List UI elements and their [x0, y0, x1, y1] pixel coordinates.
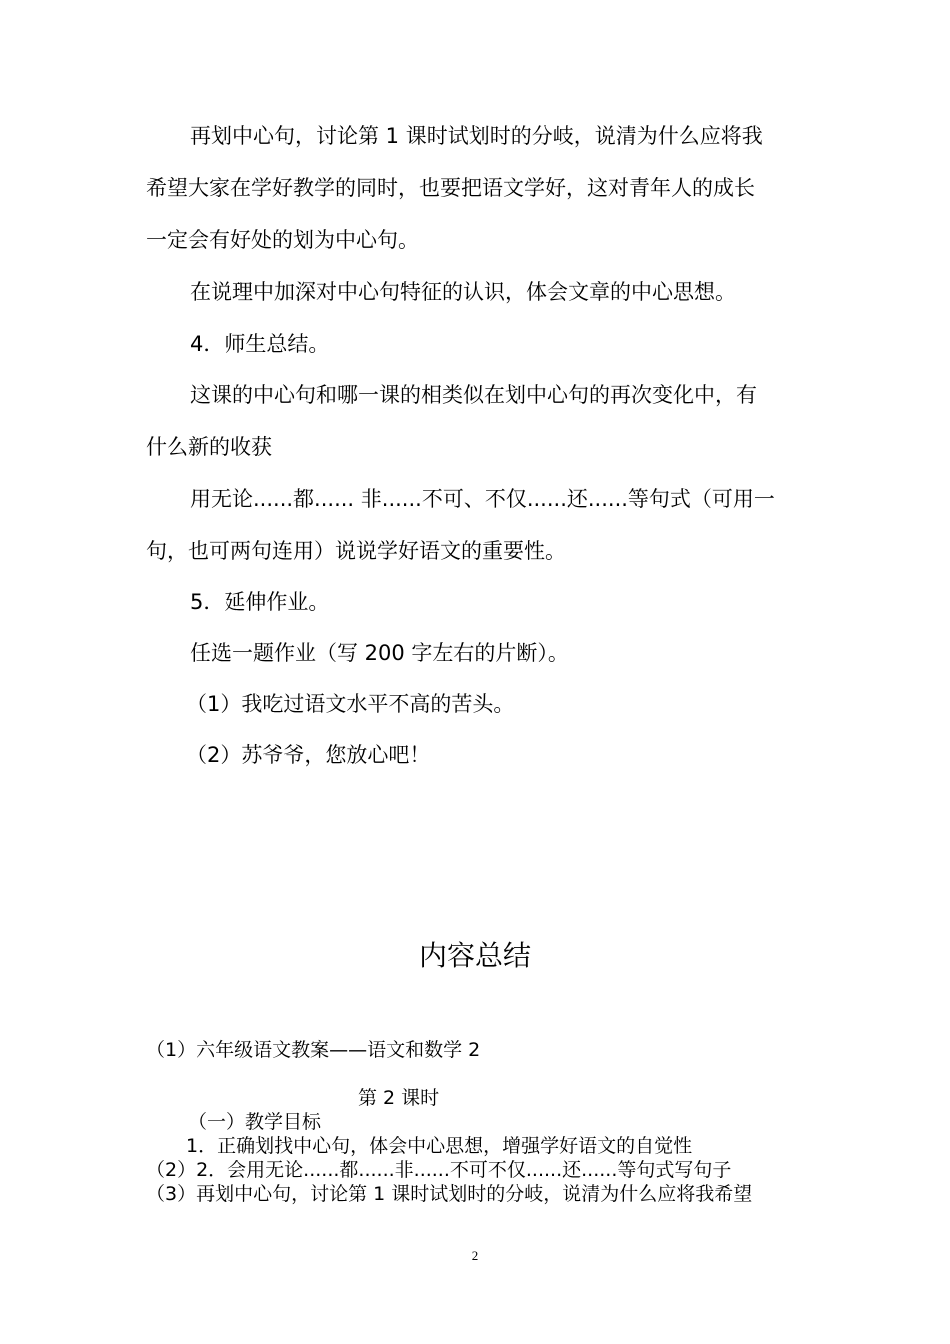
summary-line: （一）教学目标 — [188, 1111, 322, 1133]
paragraph-line: 什么新的收获 — [146, 435, 272, 459]
summary-line: （1）六年级语文教案——语文和数学 2 — [146, 1039, 481, 1061]
option-item: （1）我吃过语文水平不高的苦头。 — [186, 692, 515, 716]
summary-line: 1．正确划找中心句，体会中心思想，增强学好语文的自觉性 — [186, 1135, 693, 1157]
paragraph-line: 在说理中加深对中心句特征的认识，体会文章的中心思想。 — [190, 280, 736, 304]
step-heading: 5．延伸作业。 — [190, 590, 330, 614]
summary-line: 第 2 课时 — [358, 1087, 440, 1109]
paragraph-line: 用无论......都...... 非......不可、不仅......还......等句式（可用一 — [190, 487, 775, 511]
summary-line: （2）2．会用无论......都......非......不可不仅......还......等句式写句子 — [146, 1159, 732, 1181]
option-item: （2）苏爷爷，您放心吧！ — [186, 743, 431, 767]
summary-title: 内容总结 — [418, 939, 531, 972]
page-number: 2 — [471, 1248, 479, 1263]
paragraph-line: 这课的中心句和哪一课的相类似在划中心句的再次变化中，有 — [190, 383, 757, 407]
paragraph-line: 再划中心句，讨论第 1 课时试划时的分岐，说清为什么应将我 — [190, 124, 763, 148]
step-heading: 4．师生总结。 — [190, 332, 330, 356]
paragraph-line: 句，也可两句连用）说说学好语文的重要性。 — [146, 539, 566, 563]
summary-line: （3）再划中心句，讨论第 1 课时试划时的分岐，说清为什么应将我希望 — [146, 1183, 753, 1205]
paragraph-line: 任选一题作业（写 200 字左右的片断）。 — [190, 641, 569, 665]
paragraph-line: 一定会有好处的划为中心句。 — [146, 228, 419, 252]
paragraph-line: 希望大家在学好教学的同时，也要把语文学好，这对青年人的成长 — [146, 176, 755, 200]
